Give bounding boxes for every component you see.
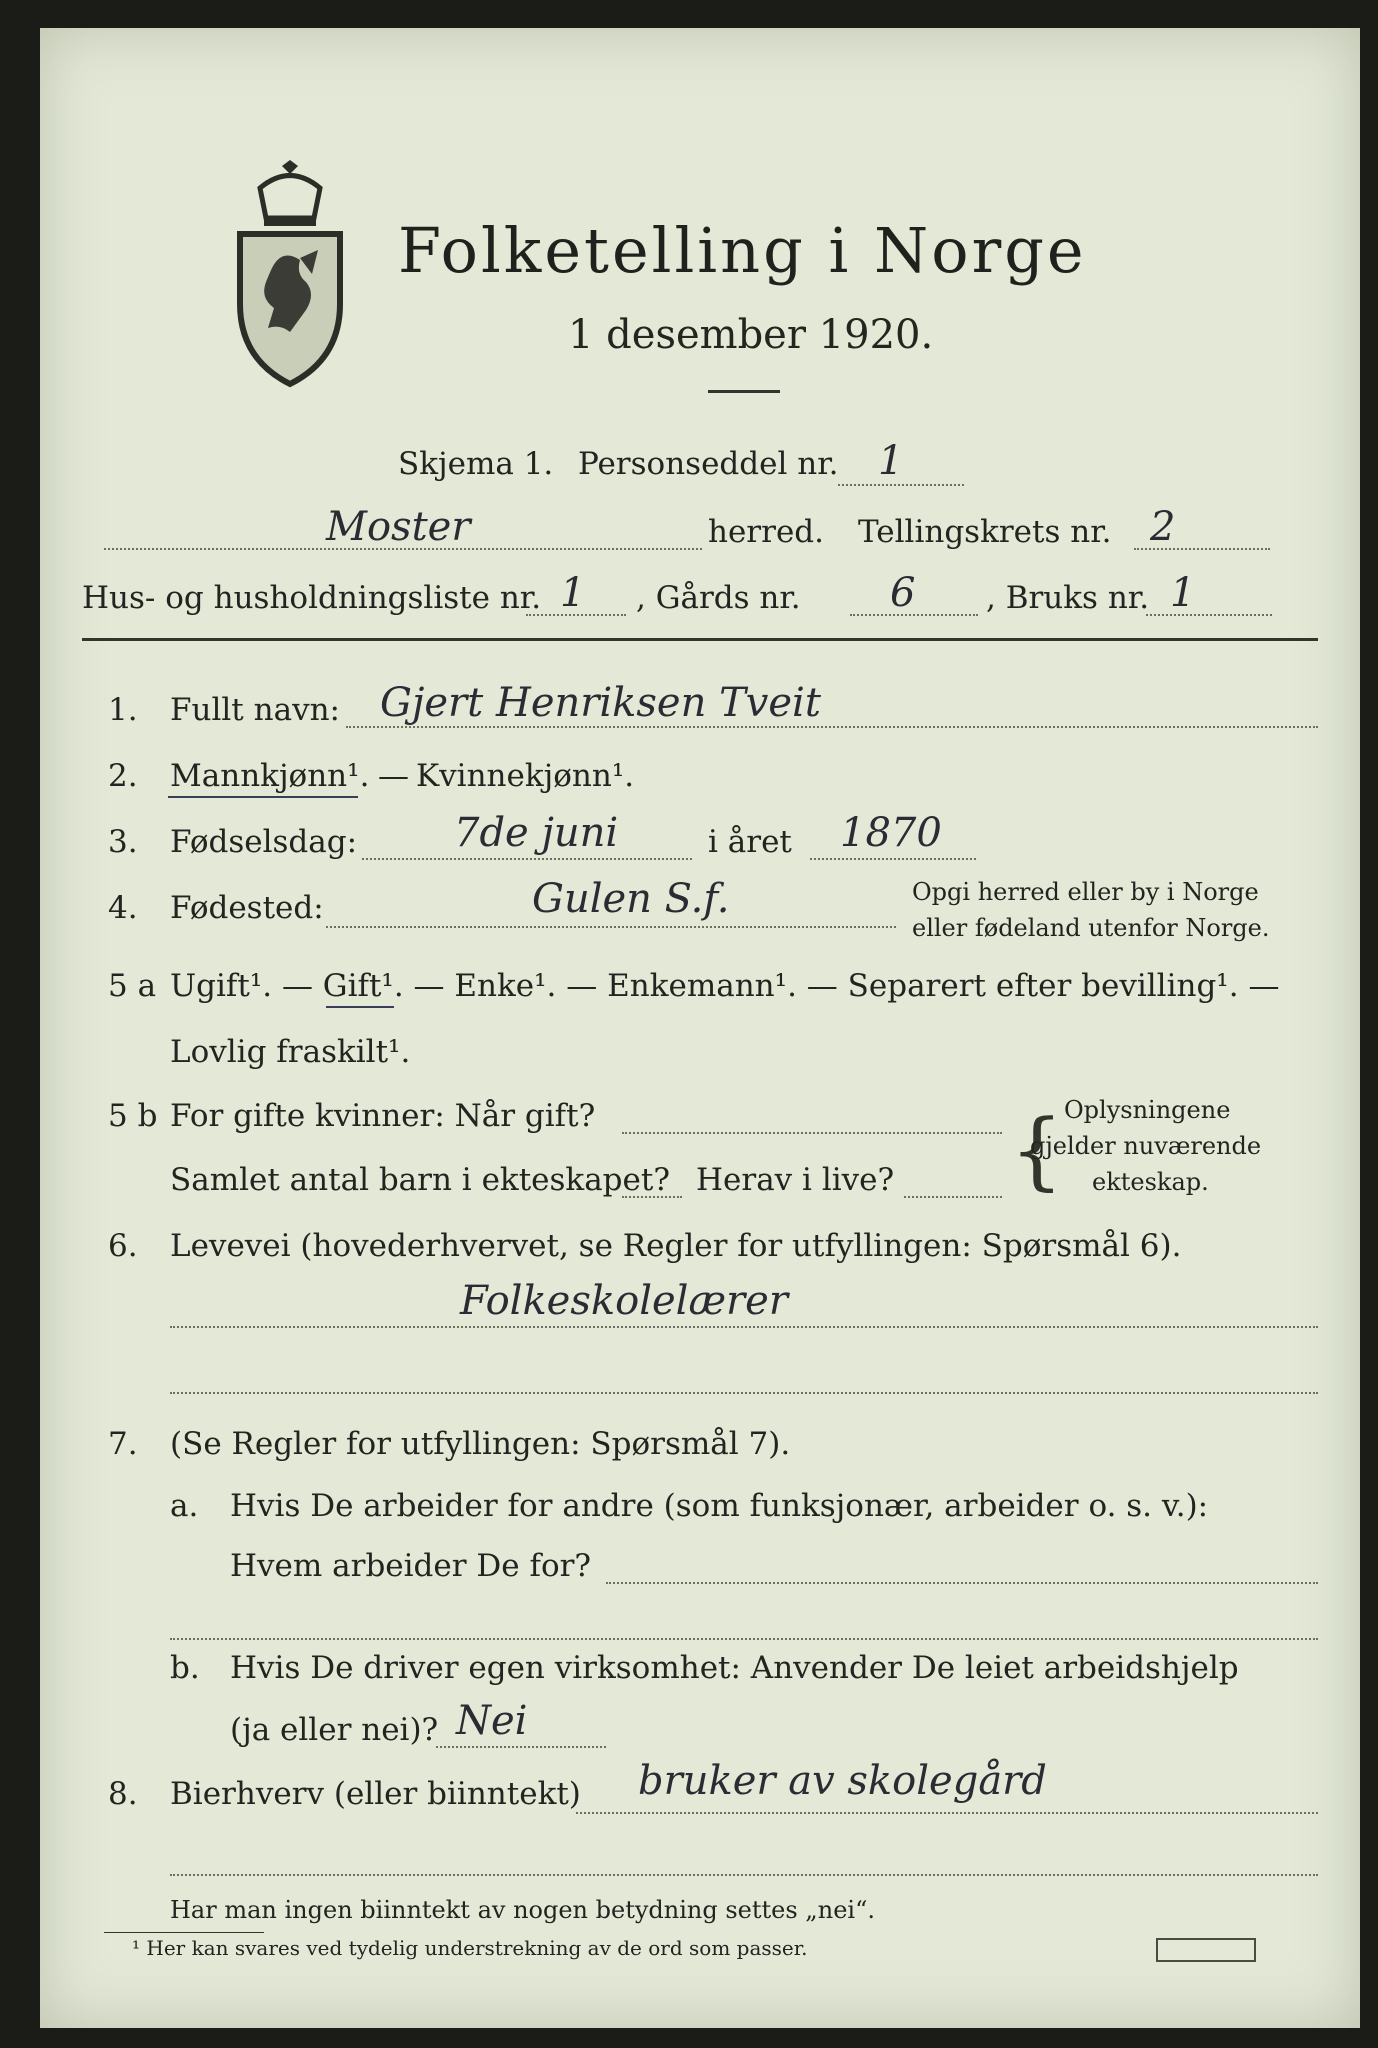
q4-label: Fødested: bbox=[170, 890, 324, 926]
birthplace-value[interactable]: Gulen S.f. bbox=[532, 876, 730, 922]
bruks-value[interactable]: 1 bbox=[1170, 570, 1196, 616]
q3-year-line bbox=[810, 858, 976, 860]
q3-label: Fødselsdag: bbox=[170, 824, 358, 860]
q1-number: 1. bbox=[108, 692, 138, 728]
q7a-extra-line bbox=[170, 1638, 1318, 1640]
q3-year-label: i året bbox=[708, 824, 792, 860]
q7a-number: a. bbox=[170, 1488, 199, 1524]
gards-value[interactable]: 6 bbox=[890, 570, 916, 616]
q4-note-line1: Opgi herred eller by i Norge bbox=[912, 878, 1259, 906]
husholdning-value[interactable]: 1 bbox=[560, 570, 586, 616]
tellingskrets-value[interactable]: 2 bbox=[1150, 504, 1176, 550]
footer-note: Har man ingen biinntekt av nogen betydning settes „nei“. bbox=[170, 1896, 875, 1924]
q5b-children-line bbox=[622, 1196, 682, 1198]
birthday-value[interactable]: 7de juni bbox=[454, 810, 619, 856]
personseddel-line bbox=[838, 484, 964, 486]
male-option: Mannkjønn¹. bbox=[170, 758, 370, 794]
herred-label: herred. bbox=[708, 514, 824, 550]
q7-label: (Se Regler for utfyllingen: Spørsmål 7). bbox=[170, 1426, 791, 1462]
q8-line2 bbox=[170, 1874, 1318, 1876]
occupation-value[interactable]: Folkeskolelærer bbox=[460, 1278, 788, 1324]
q6-number: 6. bbox=[108, 1228, 138, 1264]
q5b-number: 5 b bbox=[108, 1098, 158, 1134]
q2-separator: — bbox=[378, 758, 409, 794]
q4-note-line2: eller fødeland utenfor Norge. bbox=[912, 914, 1270, 942]
census-date: 1 desember 1920. bbox=[568, 312, 934, 358]
q7b-line1: Hvis De driver egen virksomhet: Anvender De leiet arbeidshjelp bbox=[230, 1650, 1239, 1686]
q6-label: Levevei (hovederhvervet, se Regler for utfyllingen: Spørsmål 6). bbox=[170, 1228, 1182, 1264]
bruks-line bbox=[1146, 614, 1272, 616]
q8-number: 8. bbox=[108, 1776, 138, 1812]
male-underline bbox=[168, 796, 358, 798]
birth-year-value[interactable]: 1870 bbox=[840, 810, 942, 856]
personseddel-label: Personseddel nr. bbox=[578, 446, 839, 482]
form-title: Folketelling i Norge bbox=[398, 214, 1087, 287]
q7a-line2: Hvem arbeider De for? bbox=[230, 1548, 592, 1584]
hired-help-value[interactable]: Nei bbox=[456, 1698, 528, 1744]
married-underline bbox=[326, 1006, 394, 1008]
q5b-brace: { bbox=[1010, 1101, 1064, 1199]
marital-options: Ugift¹. — Gift¹. — Enke¹. — Enkemann¹. — Separert efter bevilling¹. — bbox=[170, 968, 1280, 1004]
q5b-alive-line bbox=[904, 1196, 1002, 1198]
q1-label: Fullt navn: bbox=[170, 692, 340, 728]
q5b-note-line2: gjelder nuværende bbox=[1030, 1132, 1262, 1160]
schema-label: Skjema 1. bbox=[398, 446, 554, 482]
header-rule bbox=[82, 638, 1318, 641]
q4-line bbox=[326, 926, 896, 928]
full-name-value[interactable]: Gjert Henriksen Tveit bbox=[380, 680, 821, 726]
q7a-employer-line bbox=[606, 1582, 1318, 1584]
q8-line1 bbox=[576, 1812, 1318, 1814]
q5b-note-line1: Oplysningene bbox=[1064, 1096, 1231, 1124]
side-occupation-value[interactable]: bruker av skolegård bbox=[638, 1758, 1047, 1804]
q1-line bbox=[346, 726, 1318, 728]
title-divider bbox=[708, 390, 780, 393]
q7a-line1: Hvis De arbeider for andre (som funksjonær, arbeider o. s. v.): bbox=[230, 1488, 1209, 1524]
bruks-label: , Bruks nr. bbox=[986, 580, 1150, 616]
q7b-line2: (ja eller nei)? bbox=[230, 1712, 439, 1748]
husholdning-label: Hus- og husholdningsliste nr. bbox=[82, 580, 542, 616]
q4-number: 4. bbox=[108, 890, 138, 926]
printer-stamp bbox=[1156, 1938, 1256, 1962]
q5b-line2a: Samlet antal barn i ekteskapet? bbox=[170, 1162, 670, 1198]
personseddel-value[interactable]: 1 bbox=[878, 438, 904, 484]
footnote: ¹ Her kan svares ved tydelig understrekning av de ord som passer. bbox=[132, 1936, 808, 1960]
tellingskrets-label: Tellingskrets nr. bbox=[858, 514, 1112, 550]
herred-value[interactable]: Moster bbox=[326, 504, 471, 550]
q7-number: 7. bbox=[108, 1426, 138, 1462]
q3-day-line bbox=[362, 858, 692, 860]
q5a-number: 5 a bbox=[108, 968, 157, 1004]
q5b-line2b: Herav i live? bbox=[696, 1162, 895, 1198]
footnote-rule bbox=[104, 1932, 264, 1933]
q5b-line1: For gifte kvinner: Når gift? bbox=[170, 1098, 596, 1134]
q5b-when-line bbox=[622, 1132, 1002, 1134]
census-form-sheet bbox=[40, 28, 1360, 2028]
q3-number: 3. bbox=[108, 824, 138, 860]
q5b-note-line3: ekteskap. bbox=[1092, 1168, 1209, 1196]
norwegian-coat-of-arms-icon bbox=[230, 158, 350, 388]
q8-label: Bierhverv (eller biinntekt) bbox=[170, 1776, 581, 1812]
q2-number: 2. bbox=[108, 758, 138, 794]
q6-line2 bbox=[170, 1392, 1318, 1394]
gards-label: , Gårds nr. bbox=[636, 580, 801, 616]
female-option: Kvinnekjønn¹. bbox=[416, 758, 635, 794]
marital-options-line2: Lovlig fraskilt¹. bbox=[170, 1034, 411, 1070]
q7b-line bbox=[436, 1746, 606, 1748]
q6-line1 bbox=[170, 1326, 1318, 1328]
q7b-number: b. bbox=[170, 1650, 200, 1686]
